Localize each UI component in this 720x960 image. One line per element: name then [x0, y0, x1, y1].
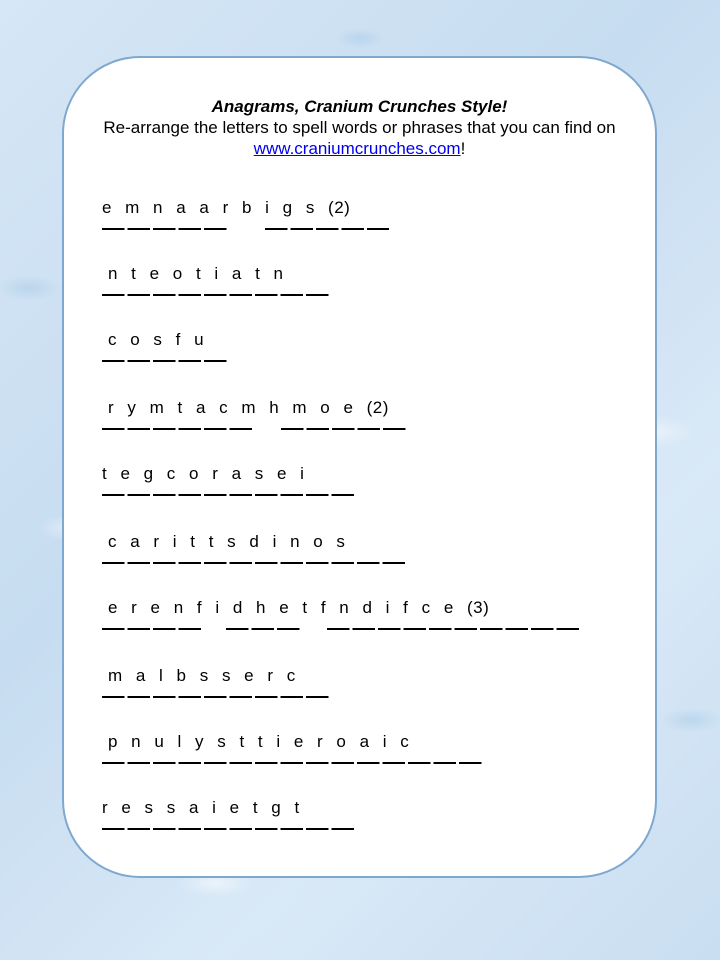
- scrambled-letters: r y m t a c m h m o e (2): [108, 398, 389, 417]
- scrambled-letters: c a r i t t s d i n o s: [108, 532, 346, 551]
- answer-blanks: [102, 228, 622, 232]
- scrambled-letters: n t e o t i a t n: [108, 264, 284, 283]
- blank-word-group: [102, 562, 405, 564]
- instructions-end: !: [460, 139, 466, 158]
- instructions: [64, 117, 655, 159]
- scrambled-letters: m a l b s s e r c: [108, 666, 296, 685]
- worksheet-header: [64, 96, 655, 159]
- worksheet-card: [62, 56, 657, 878]
- worksheet-title: Anagrams, Cranium Crunches Style!: [211, 97, 508, 116]
- blank-word-group: [102, 228, 227, 230]
- blank-word-group: [102, 628, 201, 630]
- answer-blanks: [102, 696, 622, 700]
- blank-word-group: [102, 428, 252, 430]
- scrambled-letters: t e g c o r a s e i: [102, 464, 305, 483]
- answer-blanks: [102, 762, 622, 766]
- blank-word-group: [102, 494, 354, 496]
- blank-word-group: [226, 628, 300, 630]
- scrambled-letters: r e s s a i e t g t: [102, 798, 300, 817]
- scrambled-letters: e r e n f i d h e t f n d i f c e (3): [108, 598, 490, 617]
- answer-blanks: [102, 294, 622, 298]
- scrambled-letters: e m n a a r b i g s (2): [102, 198, 351, 217]
- blank-word-group: [102, 762, 482, 764]
- blank-word-group: [102, 696, 329, 698]
- blank-word-group: [102, 828, 354, 830]
- scrambled-letters: c o s f u: [108, 330, 205, 349]
- scrambled-letters: p n u l y s t t i e r o a i c: [108, 732, 410, 751]
- answer-blanks: [102, 628, 622, 632]
- website-link[interactable]: www.craniumcrunches.com: [253, 139, 461, 158]
- blank-word-group: [327, 628, 579, 630]
- answer-blanks: [102, 828, 622, 832]
- blank-word-group: [102, 294, 329, 296]
- answer-blanks: [102, 562, 622, 566]
- answer-blanks: [102, 494, 622, 498]
- blank-word-group: [265, 228, 390, 230]
- answer-blanks: [102, 428, 622, 432]
- blank-word-group: [281, 428, 406, 430]
- blank-word-group: [102, 360, 227, 362]
- instructions-text: Re-arrange the letters to spell words or phrases that you can find on: [103, 118, 616, 137]
- answer-blanks: [102, 360, 622, 364]
